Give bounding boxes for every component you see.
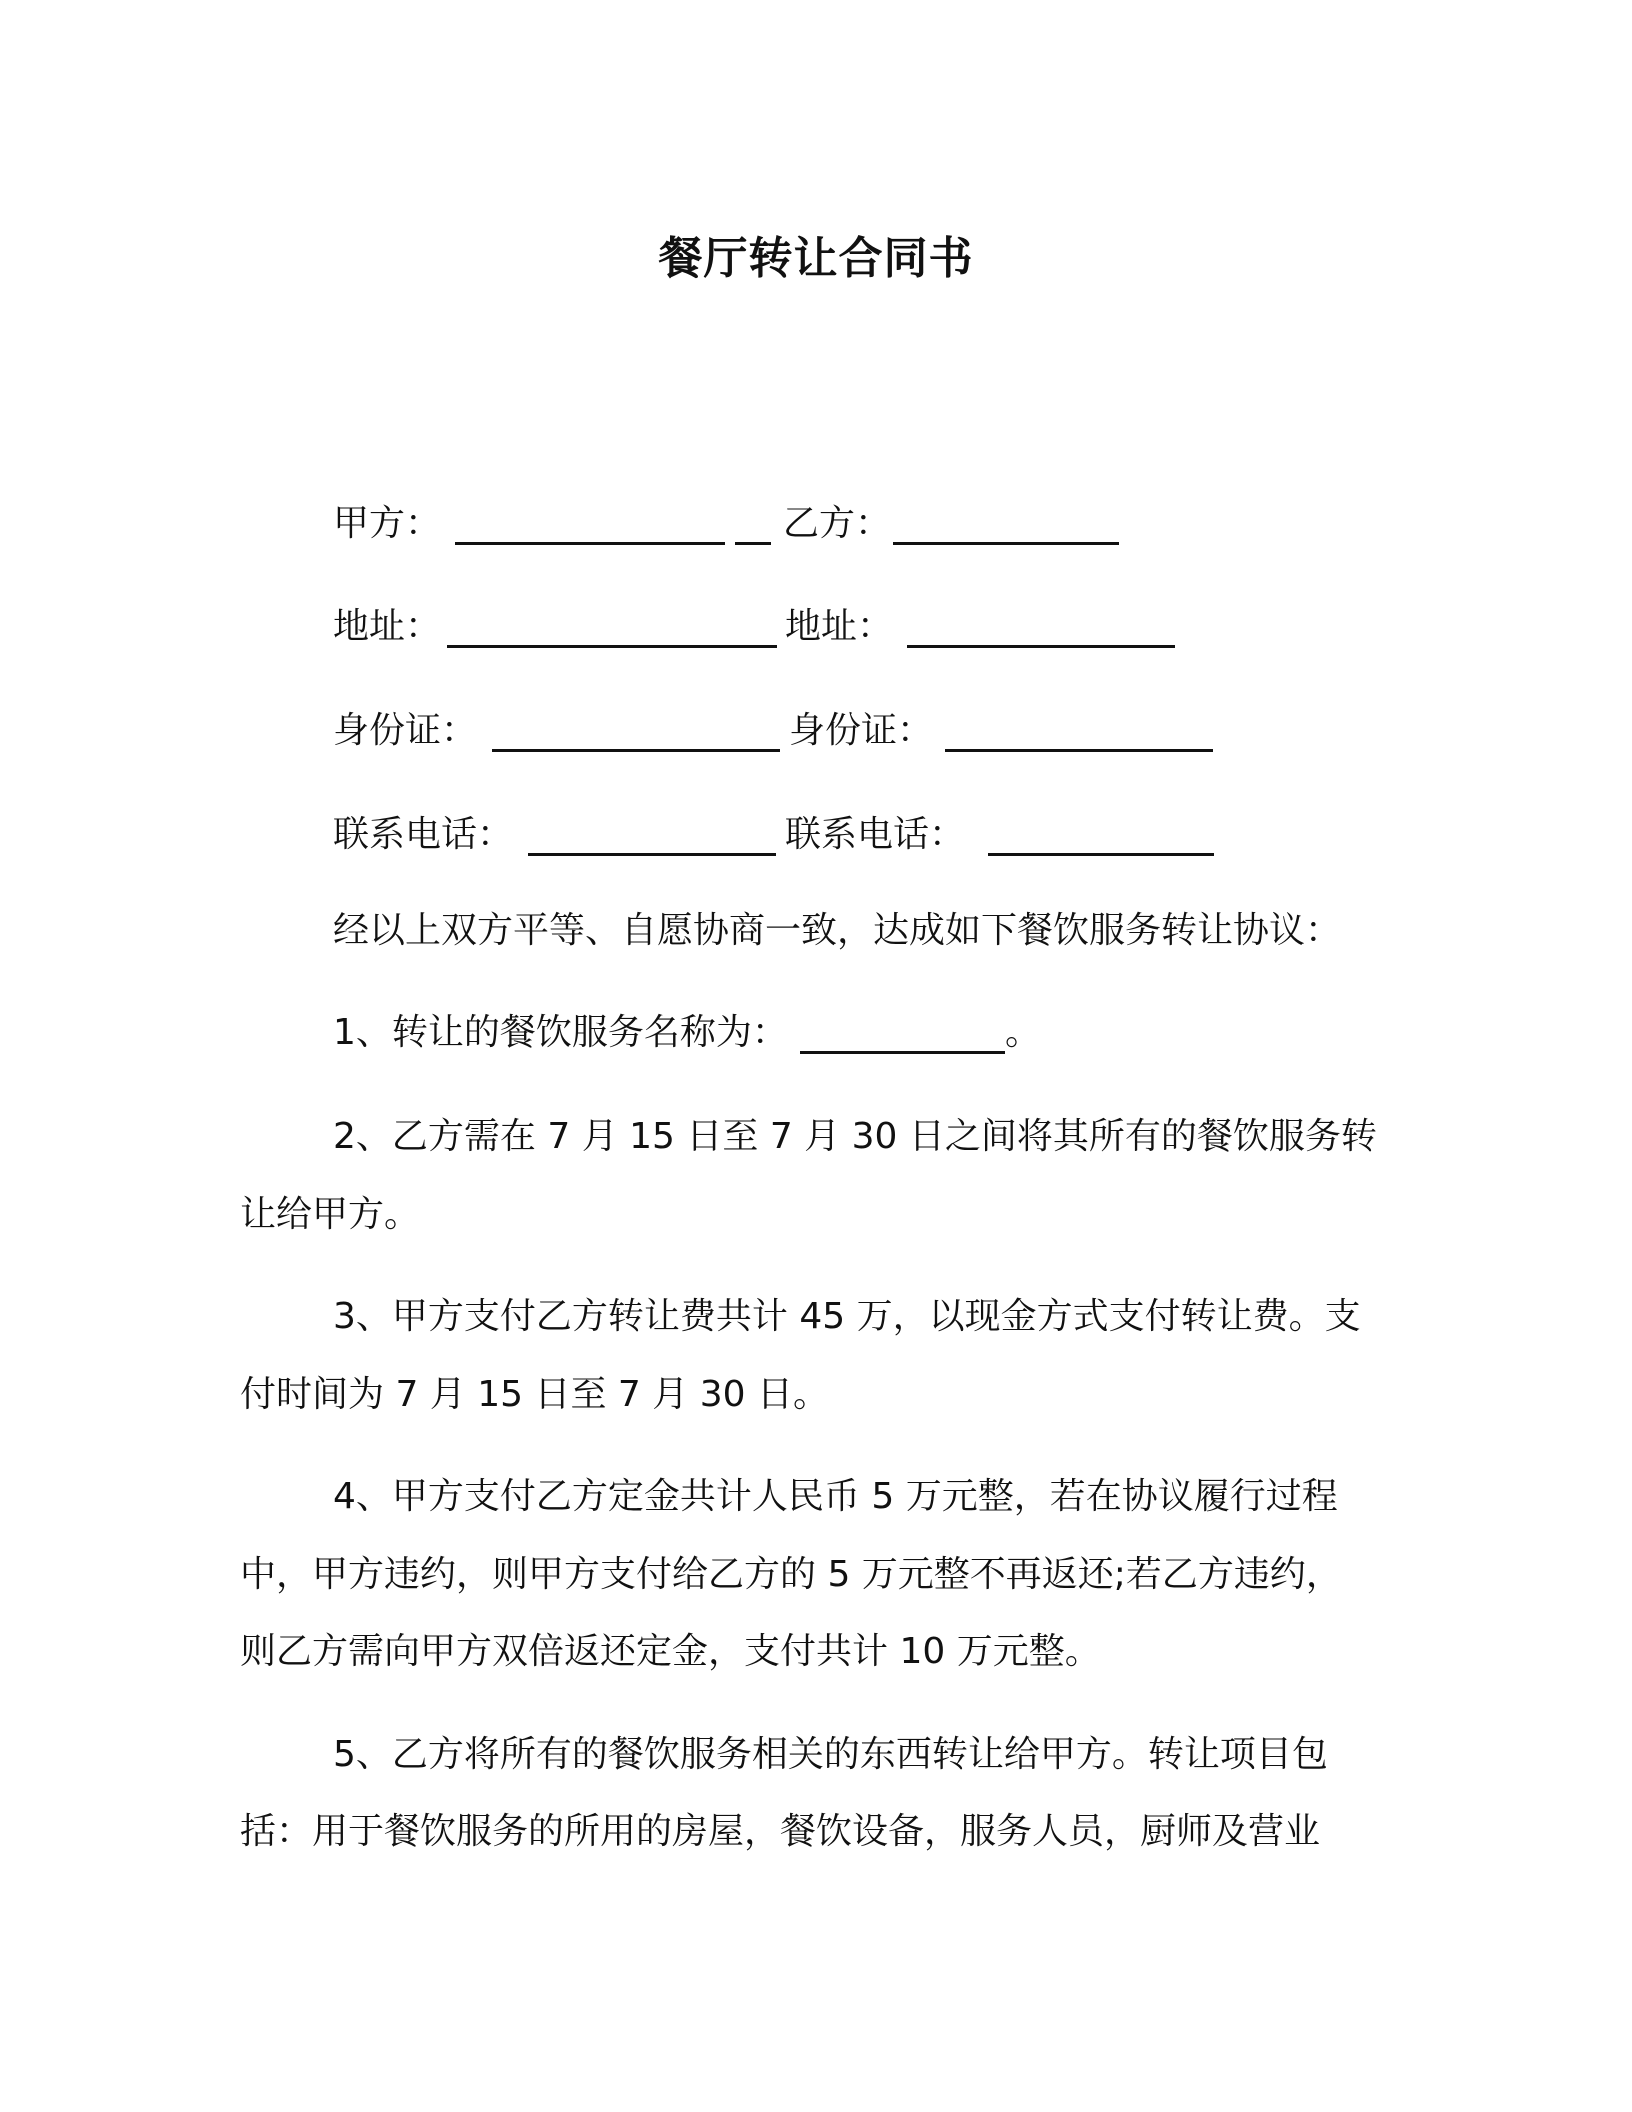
clause-line: 5、乙方将所有的餐饮服务相关的东西转让给甲方。转让项目包	[333, 1734, 1328, 1775]
phone-b-blank	[988, 823, 1214, 856]
party-a-blank-extra	[735, 512, 771, 545]
clause-1-end: 。	[1005, 1012, 1042, 1053]
party-b-blank	[893, 512, 1119, 545]
id-a-label: 身份证：	[333, 710, 478, 751]
id-b-label: 身份证：	[789, 710, 934, 751]
id-a-blank	[492, 719, 780, 752]
party-a-blank	[455, 512, 725, 545]
clause-line: 中，甲方违约，则甲方支付给乙方的 5 万元整不再返还;若乙方违约，	[240, 1554, 1342, 1595]
phone-a-blank	[528, 823, 776, 856]
address-a-label: 地址：	[333, 606, 442, 647]
clause-line: 付时间为 7 月 15 日至 7 月 30 日。	[240, 1374, 829, 1415]
clause-line: 3、甲方支付乙方转让费共计 45 万，以现金方式支付转让费。支	[333, 1296, 1361, 1337]
clause-line: 括：用于餐饮服务的所用的房屋，餐饮设备，服务人员，厨师及营业	[240, 1811, 1321, 1852]
clause-line: 2、乙方需在 7 月 15 日至 7 月 30 日之间将其所有的餐饮服务转	[333, 1116, 1377, 1157]
id-b-blank	[945, 719, 1213, 752]
phone-a-label: 联系电话：	[333, 814, 514, 855]
clause-1-text: 1、转让的餐饮服务名称为：	[333, 1012, 788, 1053]
party-b-label: 乙方：	[783, 503, 892, 544]
service-name-blank	[800, 1021, 1005, 1054]
intro-paragraph: 经以上双方平等、自愿协商一致，达成如下餐饮服务转让协议：	[333, 910, 1342, 951]
address-a-blank	[447, 615, 777, 648]
clause-line: 让给甲方。	[240, 1194, 421, 1235]
party-a-label: 甲方：	[333, 503, 442, 544]
address-b-label: 地址：	[785, 606, 894, 647]
document-title: 餐厅转让合同书	[658, 233, 974, 284]
phone-b-label: 联系电话：	[785, 814, 966, 855]
clause-line: 4、甲方支付乙方定金共计人民币 5 万元整，若在协议履行过程	[333, 1476, 1338, 1517]
clause-line: 则乙方需向甲方双倍返还定金，支付共计 10 万元整。	[240, 1631, 1101, 1672]
address-b-blank	[907, 615, 1175, 648]
